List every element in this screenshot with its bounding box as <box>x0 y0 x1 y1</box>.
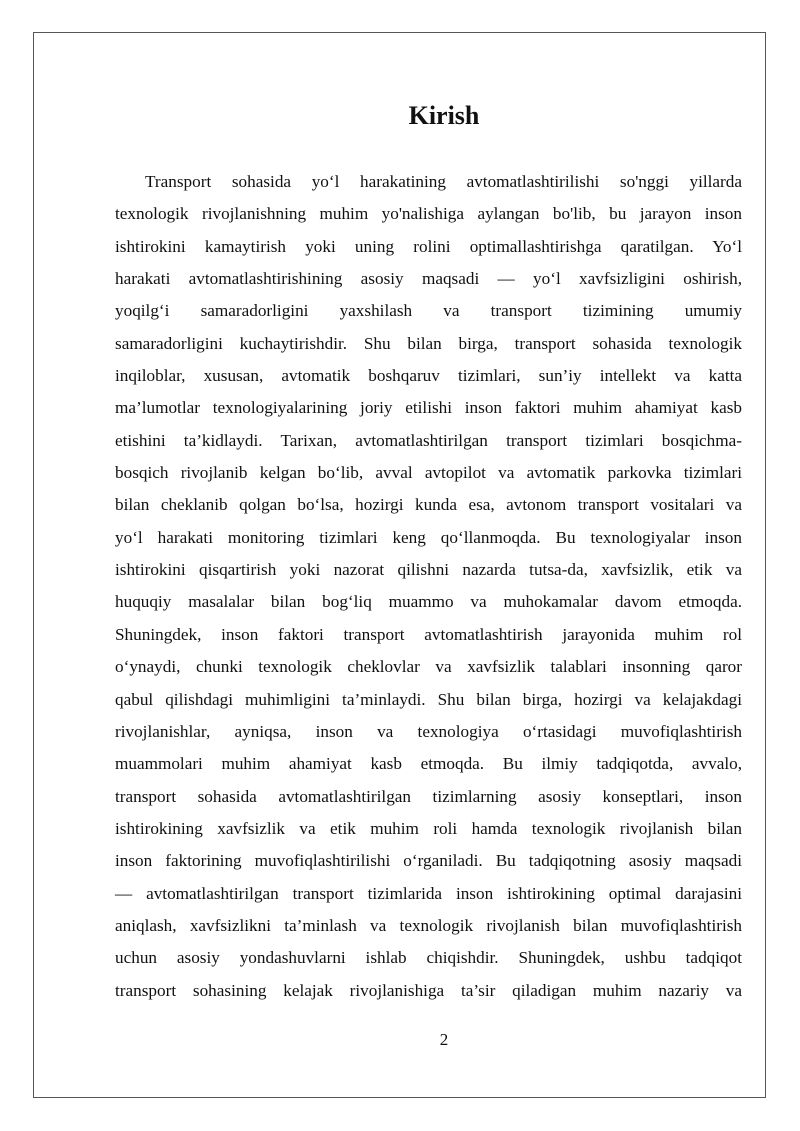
paragraph-line: uchun asosiy yondashuvlarni ishlab chiqishdir. Shuningdek, ushbu tadqiqot <box>115 948 742 968</box>
page-number: 2 <box>439 1030 449 1049</box>
paragraph-line: ishtirokining xavfsizlik va etik muhim roli hamda texnologik rivojlanish bilan <box>115 818 742 838</box>
paragraph-line: texnologik rivojlanishning muhim yo'nalishiga aylangan bo'lib, bu jarayon inson <box>115 204 742 224</box>
paragraph-line: Transport sohasida yo‘l harakatining avtomatlashtirilishi so'nggi yillarda <box>145 172 742 191</box>
paragraph-line: transport sohasining kelajak rivojlanishiga ta’sir qiladigan muhim nazariy va <box>115 980 742 1000</box>
paragraph-line: ishtirokini qisqartirish yoki nazorat qilishni nazarda tutsa-da, xavfsizlik, etik va <box>115 560 742 580</box>
paragraph-line: yoqilg‘i samaradorligini yaxshilash va transport tizimining umumiy <box>115 301 742 321</box>
paragraph-line: ma’lumotlar texnologiyalarining joriy etilishi inson faktori muhim ahamiyat kasb <box>115 398 742 418</box>
paragraph-line: — avtomatlashtirilgan transport tizimlarida inson ishtirokining optimal darajasini <box>115 883 742 903</box>
paragraph-line: transport sohasida avtomatlashtirilgan tizimlarning asosiy konseptlari, inson <box>115 786 742 806</box>
paragraph-line: samaradorligini kuchaytirishdir. Shu bilan birga, transport sohasida texnologik <box>115 333 742 353</box>
paragraph-line: muammolari muhim ahamiyat kasb etmoqda. Bu ilmiy tadqiqotda, avvalo, <box>115 754 742 774</box>
paragraph-line: bosqich rivojlanib kelgan bo‘lib, avval avtopilot va avtomatik parkovka tizimlari <box>115 463 742 483</box>
page-title: Kirish <box>408 101 480 130</box>
paragraph-line: huquqiy masalalar bilan bog‘liq muammo va muhokamalar davom etmoqda. <box>115 592 742 612</box>
paragraph-line: ishtirokini kamaytirish yoki uning rolini optimallashtirishga qaratilgan. Yo‘l <box>115 236 742 256</box>
paragraph-line: harakati avtomatlashtirishining asosiy maqsadi — yo‘l xavfsizligini oshirish, <box>115 269 742 289</box>
paragraph-line: aniqlash, xavfsizlikni ta’minlash va texnologik rivojlanish bilan muvofiqlashtirish <box>115 915 742 935</box>
paragraph-line: Shuningdek, inson faktori transport avtomatlashtirish jarayonida muhim rol <box>115 624 742 644</box>
paragraph-line: etishini ta’kidlaydi. Tarixan, avtomatlashtirilgan transport tizimlari bosqichma- <box>115 430 742 450</box>
paragraph-line: yo‘l harakati monitoring tizimlari keng qo‘llanmoqda. Bu texnologiyalar inson <box>115 527 742 547</box>
paragraph-line: rivojlanishlar, ayniqsa, inson va texnologiya o‘rtasidagi muvofiqlashtirish <box>115 721 742 741</box>
body-paragraph <box>115 166 742 1007</box>
paragraph-line: o‘ynaydi, chunki texnologik cheklovlar va xavfsizlik talablari insonning qaror <box>115 657 742 677</box>
paragraph-line: inson faktorining muvofiqlashtirilishi o‘rganiladi. Bu tadqiqotning asosiy maqsadi <box>115 851 742 871</box>
paragraph-line: qabul qilishdagi muhimligini ta’minlaydi. Shu bilan birga, hozirgi va kelajakdagi <box>115 689 742 709</box>
paragraph-line: bilan cheklanib qolgan bo‘lsa, hozirgi kunda esa, avtonom transport vositalari va <box>115 495 742 515</box>
paragraph-line: inqiloblar, xususan, avtomatik boshqaruv tizimlari, sun’iy intellekt va katta <box>115 366 742 386</box>
